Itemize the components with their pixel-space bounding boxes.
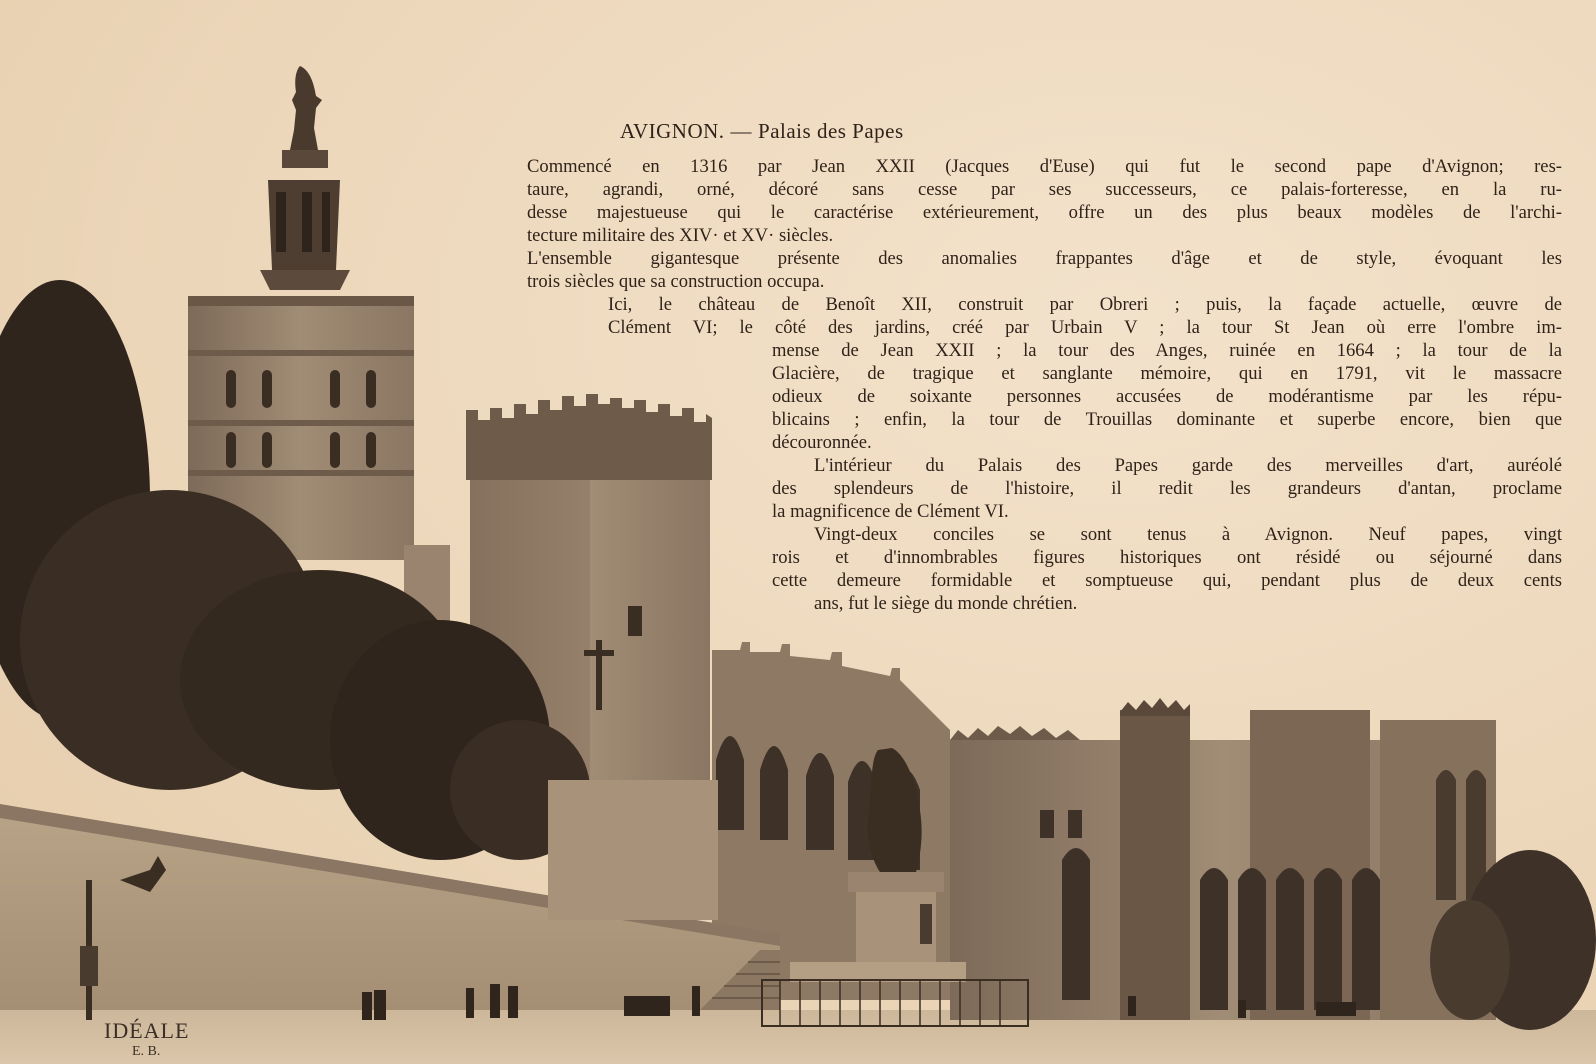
text-line: ans, fut le siège du monde chrétien. bbox=[814, 593, 1078, 614]
publisher-initials: E. B. bbox=[132, 1044, 161, 1059]
title-subject: Palais des Papes bbox=[758, 119, 904, 143]
text-line: Commencé en 1316 par Jean XXII (Jacques d'Euse) qui fut le second pape d'Avignon; res- bbox=[527, 156, 1562, 177]
text-line: trois siècles que sa construction occupa. bbox=[527, 271, 825, 292]
text-line: L'ensemble gigantesque présente des anomalies frappantes d'âge et de style, évoquant les bbox=[527, 248, 1562, 269]
title-separator: — bbox=[730, 119, 753, 143]
text-line: blicains ; enfin, la tour de Trouillas dominante et superbe encore, bien que bbox=[772, 409, 1562, 430]
text-line: la magnificence de Clément VI. bbox=[772, 501, 1009, 522]
text-line: des splendeurs de l'histoire, il redit les grandeurs d'antan, proclame bbox=[772, 478, 1562, 499]
text-line: tecture militaire des XIV· et XV· siècles. bbox=[527, 225, 834, 246]
caption-title bbox=[620, 119, 904, 144]
text-line: taure, agrandi, orné, décoré sans cesse par ses successeurs, ce palais-forteresse, en la ru- bbox=[527, 179, 1562, 200]
text-line: Glacière, de tragique et sanglante mémoire, qui en 1791, vit le massacre bbox=[772, 363, 1562, 384]
text-line: mense de Jean XXII ; la tour des Anges, ruinée en 1664 ; la tour de la bbox=[772, 340, 1562, 361]
text-line: desse majestueuse qui le caractérise extérieurement, offre un des plus beaux modèles de l'archi- bbox=[527, 202, 1562, 223]
text-line: odieux de soixante personnes accusées de modérantisme par les répu- bbox=[772, 386, 1562, 407]
text-line: rois et d'innombrables figures historiques ont résidé ou séjourné dans bbox=[772, 547, 1562, 568]
text-line: L'intérieur du Palais des Papes garde des merveilles d'art, auréolé bbox=[814, 455, 1562, 476]
title-place: AVIGNON. bbox=[620, 119, 725, 143]
text-line: découronnée. bbox=[772, 432, 872, 453]
text-line: cette demeure formidable et somptueuse qui, pendant plus de deux cents bbox=[772, 570, 1562, 591]
publisher-imprint: IDÉALE bbox=[104, 1018, 190, 1043]
text-line: Ici, le château de Benoît XII, construit par Obreri ; puis, la façade actuelle, œuvre de bbox=[608, 294, 1562, 315]
text-line: Vingt-deux conciles se sont tenus à Avignon. Neuf papes, vingt bbox=[814, 524, 1562, 545]
palace-facade bbox=[950, 698, 1496, 1020]
text-line: Clément VI; le côté des jardins, créé par Urbain V ; la tour St Jean où erre l'ombre im- bbox=[608, 317, 1562, 338]
